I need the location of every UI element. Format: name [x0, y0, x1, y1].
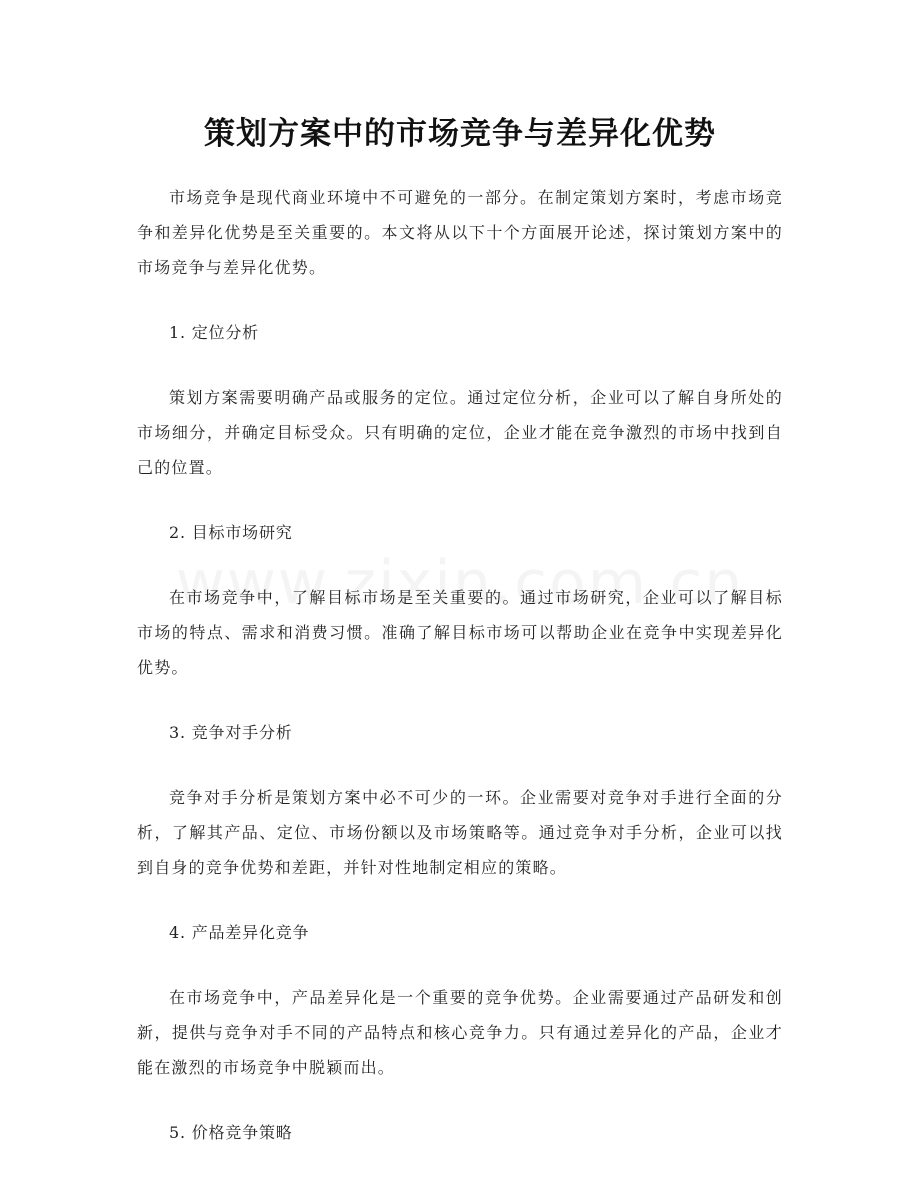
section-body-4: 在市场竞争中，产品差异化是一个重要的竞争优势。企业需要通过产品研发和创新，提供与竞争对手不同的产品特点和核心竞争力。只有通过差异化的产品，企业才能在激烈的市场竞争中脱颖而出。: [137, 988, 783, 1077]
page-title: 策划方案中的市场竞争与差异化优势: [204, 116, 716, 152]
section-heading-5: 5. 价格竞争策略: [169, 1123, 293, 1142]
section-body-2: 在市场竞争中，了解目标市场是至关重要的。通过市场研究，企业可以了解目标市场的特点、需求和消费习惯。准确了解目标市场可以帮助企业在竞争中实现差异化优势。: [137, 588, 783, 677]
section-heading-4: 4. 产品差异化竞争: [169, 923, 310, 942]
section-body-1: 策划方案需要明确产品或服务的定位。通过定位分析，企业可以了解自身所处的市场细分，并确定目标受众。只有明确的定位，企业才能在竞争激烈的市场中找到自己的位置。: [137, 388, 783, 477]
section-heading-3: 3. 竞争对手分析: [169, 723, 293, 742]
section-heading-1: 1. 定位分析: [169, 323, 259, 342]
intro-paragraph: 市场竞争是现代商业环境中不可避免的一部分。在制定策划方案时，考虑市场竞争和差异化优势是至关重要的。本文将从以下十个方面展开论述，探讨策划方案中的市场竞争与差异化优势。: [137, 188, 783, 277]
document-body: [137, 180, 783, 1180]
section-body-3: 竞争对手分析是策划方案中必不可少的一环。企业需要对竞争对手进行全面的分析，了解其产品、定位、市场份额以及市场策略等。通过竞争对手分析，企业可以找到自身的竞争优势和差距，并针对性地制定相应的策略。: [137, 788, 783, 877]
section-heading-2: 2. 目标市场研究: [169, 523, 293, 542]
